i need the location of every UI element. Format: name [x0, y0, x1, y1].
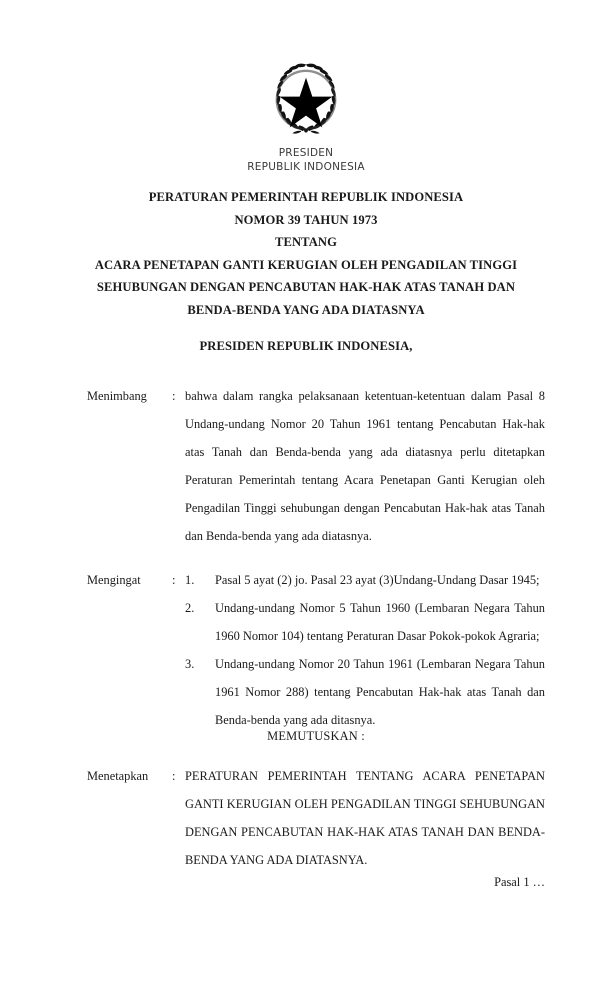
- mengingat-item-text: Undang-undang Nomor 20 Tahun 1961 (Lembaran Negara Tahun 1961 Nomor 288) tentang Pencabutan Hak-hak atas Tanah dan Benda-benda yang ada ditasnya.: [215, 657, 545, 727]
- garuda-star-wreath-emblem: [266, 60, 346, 140]
- mengingat-item-text: Pasal 5 ayat (2) jo. Pasal 23 ayat (3)Undang-Undang Dasar 1945;: [215, 573, 540, 587]
- document-body: [87, 382, 545, 750]
- menetapkan-text: PERATURAN PEMERINTAH TENTANG ACARA PENETAPAN GANTI KERUGIAN OLEH PENGADILAN TINGGI SEHUBUNGAN DENGAN PENCABUTAN HAK-HAK ATAS TANAH DAN BENDA-BENDA YANG ADA DIATASNYA.: [185, 769, 545, 867]
- mengingat-item-number: 1.: [185, 573, 195, 587]
- mengingat-list: [185, 566, 545, 734]
- emblem-block: [0, 60, 612, 174]
- menimbang-label: Menimbang: [87, 389, 147, 403]
- mengingat-item-number: 3.: [185, 657, 195, 671]
- mengingat-colon: :: [172, 573, 176, 587]
- clause-menetapkan: [87, 762, 545, 874]
- clause-menimbang: [87, 382, 545, 550]
- menimbang-colon: :: [172, 389, 176, 403]
- mengingat-item: [185, 650, 545, 734]
- title-line-6: BENDA-BENDA YANG ADA DIATASNYA: [187, 302, 425, 317]
- mengingat-list-wrap: [185, 566, 545, 734]
- title-line-2: NOMOR 39 TAHUN 1973: [234, 212, 378, 227]
- emblem-caption-line2: REPUBLIK INDONESIA: [247, 161, 365, 173]
- menimbang-text: [185, 382, 545, 550]
- mengingat-item-number: 2.: [185, 601, 195, 615]
- memutuskan-heading: MEMUTUSKAN :: [267, 729, 365, 743]
- title-line-5: SEHUBUNGAN DENGAN PENCABUTAN HAK-HAK ATAS TANAH DAN: [96, 280, 516, 294]
- document-title: [56, 186, 556, 321]
- title-line-1: PERATURAN PEMERINTAH REPUBLIK INDONESIA: [148, 190, 464, 204]
- mengingat-item: [185, 594, 545, 650]
- title-line-3: TENTANG: [274, 235, 338, 249]
- mengingat-item: [185, 566, 545, 594]
- emblem-caption-line1: PRESIDEN: [278, 147, 334, 159]
- menetapkan-colon: :: [172, 769, 176, 783]
- emblem-caption: [0, 146, 612, 174]
- menimbang-paragraph: bahwa dalam rangka pelaksanaan ketentuan-ketentuan dalam Pasal 8 Undang-undang Nomor 20 Tahun 1961 tentang Pencabutan Hak-hak atas Tanah dan Benda-benda yang ada diatasnya perlu ditetapkan Peraturan Pemerintah tentang Acara Penetapan Ganti Kerugian oleh Pengadilan Tinggi sehubungan dengan Pencabutan Hak-hak atas Tanah dan Benda-benda yang ada diatasnya.: [185, 389, 545, 543]
- mengingat-item-text: Undang-undang Nomor 5 Tahun 1960 (Lembaran Negara Tahun 1960 Nomor 104) tentang Peraturan Dasar Pokok-pokok Agraria;: [215, 601, 545, 643]
- mengingat-label: Mengingat: [87, 573, 141, 587]
- title-line-4: ACARA PENETAPAN GANTI KERUGIAN OLEH PENGADILAN TINGGI: [94, 257, 518, 272]
- page-catchword: Pasal 1 …: [494, 875, 545, 889]
- opening-line: PRESIDEN REPUBLIK INDONESIA,: [199, 339, 413, 353]
- menetapkan-label: Menetapkan: [87, 769, 149, 783]
- clause-mengingat: [87, 566, 545, 734]
